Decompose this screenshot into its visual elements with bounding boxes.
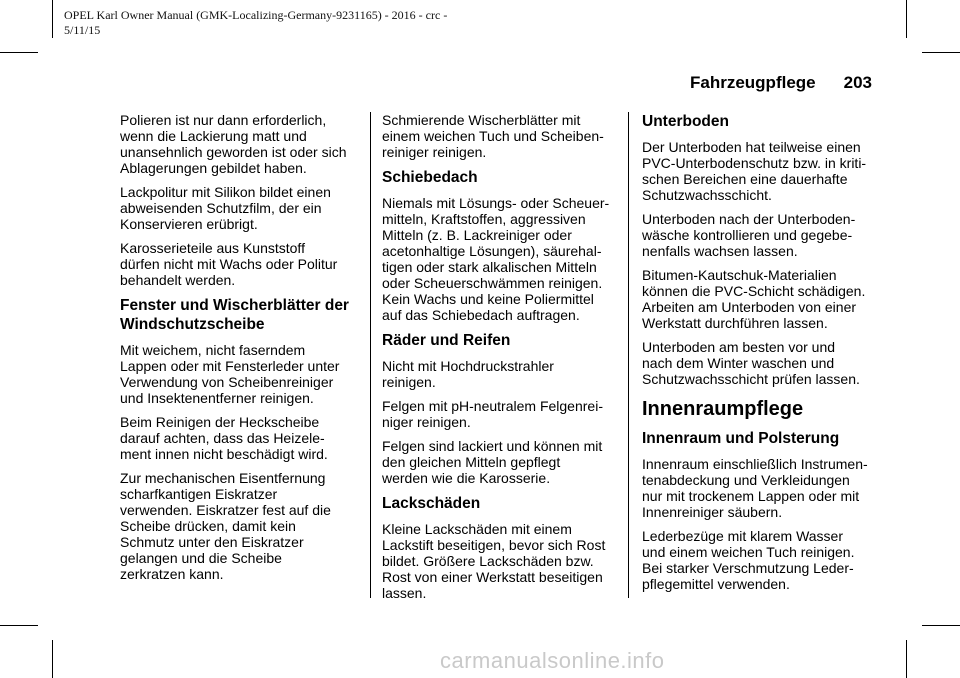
- column-3: [642, 112, 878, 600]
- crop-mark: [922, 625, 960, 626]
- meta-line-2: 5/11/15: [64, 23, 101, 37]
- crop-mark: [906, 640, 907, 678]
- paragraph: Zur mechanischen Eisentfernung scharfkantigen Eiskratzer verwenden. Eiskratzer fest auf die Scheibe drücken, damit kein Schmutz unter den Eiskratzer gelangen und die Scheibe zerkratzen kann.: [120, 470, 331, 582]
- paragraph: Unterboden nach der Unterboden- wäsche kontrollieren und gegebe- nenfalls wachsen lassen.: [642, 211, 856, 259]
- paragraph: Lederbezüge mit klarem Wasser und einem weichen Tuch reinigen. Bei starker Verschmutzung Leder- pflegemittel verwenden.: [642, 528, 855, 592]
- paragraph: Bitumen-Kautschuk-Materialien können die PVC-Schicht schädigen. Arbeiten am Unterboden von einer Werkstatt durchführen lassen.: [642, 267, 866, 331]
- paragraph: Karosserieteile aus Kunststoff dürfen nicht mit Wachs oder Politur behandelt werden.: [120, 240, 338, 288]
- paragraph: Kleine Lackschäden mit einem Lackstift beseitigen, bevor sich Rost bildet. Größere Lackschäden bzw. Rost von einer Werkstatt beseitigen lassen.: [382, 521, 606, 601]
- column-2: [382, 112, 622, 609]
- section-title: Fahrzeugpflege: [690, 73, 816, 92]
- heading-polsterung: Innenraum und Polsterung: [642, 430, 840, 447]
- paragraph: Schmierende Wischerblätter mit einem weichen Tuch und Scheiben- reiniger reinigen.: [382, 112, 604, 160]
- heading-raeder: Räder und Reifen: [382, 332, 511, 349]
- paragraph: Mit weichem, nicht faserndem Lappen oder mit Fensterleder unter Verwendung von Scheibenreiniger und Insektenentferner reinigen.: [120, 342, 340, 406]
- heading-fenster: Fenster und Wischerblätter der Windschutzscheibe: [120, 297, 349, 333]
- heading-innenraumpflege: Innenraumpflege: [642, 398, 804, 420]
- column-divider: [628, 112, 629, 598]
- column-divider: [370, 112, 371, 598]
- running-head: [690, 73, 872, 93]
- heading-schiebedach: Schiebedach: [382, 169, 478, 186]
- paragraph: Nicht mit Hochdruckstrahler reinigen.: [382, 358, 554, 390]
- watermark: carmanualsonline.info: [440, 648, 665, 673]
- crop-mark: [922, 52, 960, 53]
- meta-line-1: OPEL Karl Owner Manual (GMK-Localizing-Germany-9231165) - 2016 - crc -: [64, 8, 448, 22]
- paragraph: Felgen sind lackiert und können mit den gleichen Mitteln gepflegt werden wie die Karosserie.: [382, 438, 603, 486]
- page-number: 203: [843, 73, 872, 92]
- paragraph: Innenraum einschließlich Instrumen- tenabdeckung und Verkleidungen nur mit trockenem Lappen oder mit Innenreiniger säubern.: [642, 456, 868, 520]
- column-1: [120, 112, 360, 590]
- paragraph: Niemals mit Lösungs- oder Scheuer- mitteln, Kraftstoffen, aggressiven Mitteln (z. B. Lackreiniger oder acetonhaltige Lösungen), säurehal- tigen oder stark alkalischen Mitteln oder Scheuerschwämmen reinigen. Kein Wachs und keine Poliermittel auf das Schiebedach auftragen.: [382, 195, 610, 323]
- crop-mark: [906, 0, 907, 38]
- paragraph: Polieren ist nur dann erforderlich, wenn die Lackierung matt und unansehnlich geworden ist oder sich Ablagerungen gebildet haben.: [120, 112, 347, 176]
- crop-mark: [52, 640, 53, 678]
- paragraph: Der Unterboden hat teilweise einen PVC-Unterbodenschutz bzw. in kriti- schen Bereichen eine dauerhafte Schutzwachsschicht.: [642, 139, 867, 203]
- heading-lackschaeden: Lackschäden: [382, 495, 481, 512]
- paragraph: Lackpolitur mit Silikon bildet einen abweisenden Schutzfilm, der ein Konservieren erübrigt.: [120, 184, 331, 232]
- crop-mark: [0, 625, 38, 626]
- crop-mark: [52, 0, 53, 38]
- document-meta: [64, 8, 447, 38]
- paragraph: Unterboden am besten vor und nach dem Winter waschen und Schutzwachsschicht prüfen lassen.: [642, 339, 860, 387]
- heading-unterboden: Unterboden: [642, 113, 729, 130]
- paragraph: Felgen mit pH-neutralem Felgenrei- niger reinigen.: [382, 398, 603, 430]
- crop-mark: [0, 52, 38, 53]
- paragraph: Beim Reinigen der Heckscheibe darauf achten, dass das Heizele- ment innen nicht beschädigt wird.: [120, 414, 328, 462]
